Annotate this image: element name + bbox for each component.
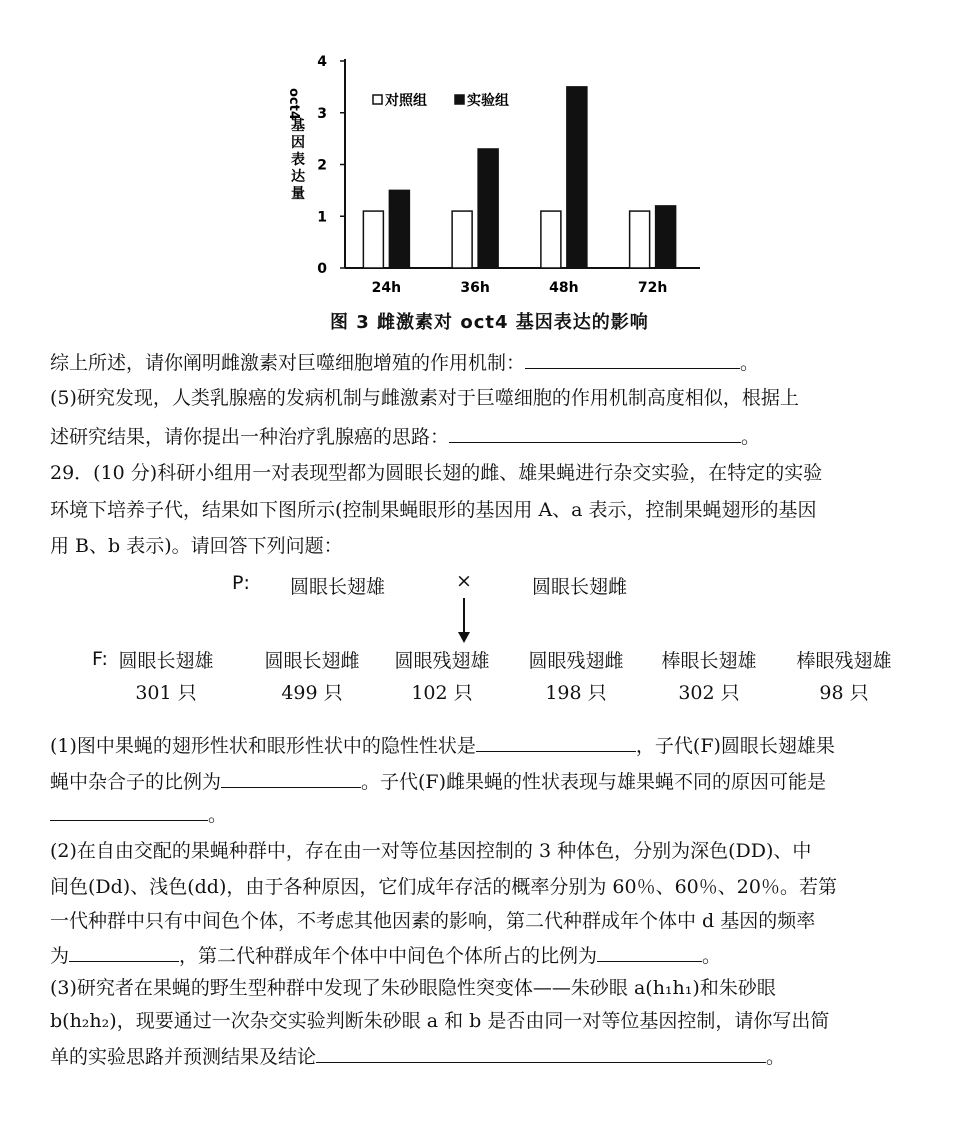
period: 。 — [208, 804, 228, 826]
y-tick-label: 1 — [317, 209, 327, 226]
q5-text-1: (5)研究发现，人类乳腺癌的发病机制与雌激素对于巨噬细胞的作用机制高度相似，根据上 — [50, 387, 799, 409]
chart-y-label — [286, 88, 305, 202]
y-label-char: 表 — [291, 152, 305, 168]
offspring-phenotype: 棒眼长翅雄 — [661, 650, 757, 672]
offspring-phenotype: 圆眼长翅雄 — [118, 650, 214, 672]
q3-text-2: b(h₂h₂)，现要通过一次杂交实验判断朱砂眼 a 和 b 是否由同一对等位基因控制，请你写出简 — [50, 1010, 830, 1032]
q29-text-3: 用 B、b 表示)。请回答下列问题： — [50, 535, 343, 557]
p-generation-label: P: — [232, 572, 250, 594]
offspring-count: 198 只 — [545, 682, 607, 704]
q5-line-1 — [50, 385, 799, 411]
offspring-count: 98 只 — [819, 682, 869, 704]
period: 。 — [741, 426, 761, 448]
answer-blank[interactable] — [525, 348, 740, 369]
control-bar-72h — [630, 211, 650, 268]
q2-line-4 — [50, 941, 721, 969]
answer-blank[interactable] — [221, 767, 361, 788]
q3-line-3 — [50, 1042, 785, 1070]
offspring-phenotype: 圆眼长翅雌 — [264, 650, 360, 672]
answer-blank[interactable] — [69, 941, 179, 962]
q2-line-3 — [50, 908, 815, 934]
period: 。 — [766, 1046, 786, 1068]
offspring-count: 499 只 — [281, 682, 343, 704]
chart-title: 图 3 雌激素对 oct4 基因表达的影响 — [330, 312, 649, 333]
q3-text-1: (3)研究者在果蝇的野生型种群中发现了朱砂眼隐性突变体——朱砂眼 a(h₁h₁)和朱砂眼 — [50, 977, 776, 999]
experiment-bar-72h — [656, 206, 676, 268]
y-label-char: 达 — [291, 169, 305, 185]
chart-legend — [373, 92, 509, 109]
x-tick-label: 36h — [460, 280, 490, 296]
q1-line-1 — [50, 731, 835, 759]
offspring-phenotype: 圆眼残翅雌 — [528, 650, 624, 672]
control-bar-24h — [363, 211, 383, 268]
y-label-char: 量 — [291, 186, 305, 202]
q2-text-3: 一代种群中只有中间色个体，不考虑其他因素的影响，第二代种群成年个体中 d 基因的频率 — [50, 910, 816, 932]
p-female-phenotype: 圆眼长翅雌 — [532, 576, 628, 598]
legend-swatch — [373, 95, 382, 104]
q5-line-2 — [50, 422, 760, 450]
y-tick-label: 4 — [317, 54, 327, 70]
answer-blank[interactable] — [597, 941, 702, 962]
y-tick-label: 0 — [317, 261, 327, 277]
q2-text-4-mid: ，第二代种群成年个体中中间色个体所占的比例为 — [179, 945, 598, 967]
offspring-count: 102 只 — [411, 682, 473, 704]
q3-line-1 — [50, 975, 776, 1001]
chart-bars — [363, 87, 675, 268]
experiment-bar-48h — [567, 87, 587, 268]
y-label-char: 因 — [291, 135, 305, 151]
q29-text-2: 环境下培养子代，结果如下图所示(控制果蝇眼形的基因用 A、a 表示，控制果蝇翅形的基因 — [50, 499, 817, 521]
legend-label: 实验组 — [467, 93, 509, 109]
offspring-count: 302 只 — [678, 682, 740, 704]
answer-blank[interactable] — [50, 800, 208, 821]
x-tick-label: 72h — [637, 280, 668, 296]
answer-blank[interactable] — [476, 731, 636, 752]
experiment-bar-36h — [478, 149, 498, 268]
offspring-phenotype: 圆眼残翅雄 — [394, 650, 490, 672]
y-label-gene: oct4 — [286, 88, 301, 120]
q1-text-1: (1)图中果蝇的翅形性状和眼形性状中的隐性性状是 — [50, 735, 476, 757]
summary-question-line — [50, 348, 759, 376]
q3-text-3: 单的实验思路并预测结果及结论 — [50, 1046, 317, 1068]
period: 。 — [702, 945, 722, 967]
summary-question-text: 综上所述，请你阐明雌激素对巨噬细胞增殖的作用机制： — [50, 352, 526, 374]
q1-text-2: 蝇中杂合子的比例为 — [50, 771, 222, 793]
answer-blank[interactable] — [449, 422, 741, 443]
q29-line-1 — [50, 460, 822, 486]
q29-line-3 — [50, 533, 343, 559]
experiment-bar-24h — [389, 190, 409, 268]
x-tick-label: 24h — [371, 280, 402, 296]
q29-text-1: 29．(10 分)科研小组用一对表现型都为圆眼长翅的雌、雄果蝇进行杂交实验，在特定的实验 — [50, 462, 823, 484]
period: 。 — [740, 352, 760, 374]
q2-text-2: 间色(Dd)、浅色(dd)，由于各种原因，它们成年存活的概率分别为 60％、60％、20％。若第 — [50, 876, 837, 898]
offspring-phenotype: 棒眼残翅雄 — [796, 650, 892, 672]
q5-text-2: 述研究结果，请你提出一种治疗乳腺癌的思路： — [50, 426, 450, 448]
oct4-expression-bar-chart — [280, 48, 720, 348]
cross-symbol: × — [456, 570, 472, 592]
q2-text-1: (2)在自由交配的果蝇种群中，存在由一对等位基因控制的 3 种体色，分别为深色(DD)、中 — [50, 840, 812, 862]
q2-line-2 — [50, 874, 837, 900]
legend-swatch — [455, 95, 464, 104]
q2-text-4: 为 — [50, 945, 70, 967]
answer-blank[interactable] — [316, 1042, 766, 1063]
control-bar-36h — [452, 211, 472, 268]
y-tick-label: 2 — [317, 157, 327, 174]
y-tick-label: 3 — [317, 105, 327, 122]
y-label-char: 基 — [291, 118, 305, 134]
cross-arrow — [454, 598, 474, 644]
q29-line-2 — [50, 497, 817, 523]
legend-label: 对照组 — [385, 93, 427, 109]
f-generation-label: F: — [92, 648, 108, 670]
x-tick-label: 48h — [549, 280, 579, 296]
q1-line-3 — [50, 800, 227, 828]
q1-text-1-end: ，子代(F)圆眼长翅雄果 — [635, 735, 835, 757]
q1-text-2-end: 。子代(F)雌果蝇的性状表现与雄果蝇不同的原因可能是 — [361, 771, 827, 793]
q1-line-2 — [50, 767, 826, 795]
control-bar-48h — [541, 211, 561, 268]
q3-line-2 — [50, 1008, 829, 1034]
q2-line-1 — [50, 838, 811, 864]
p-male-phenotype: 圆眼长翅雄 — [290, 576, 386, 598]
offspring-count: 301 只 — [135, 682, 197, 704]
